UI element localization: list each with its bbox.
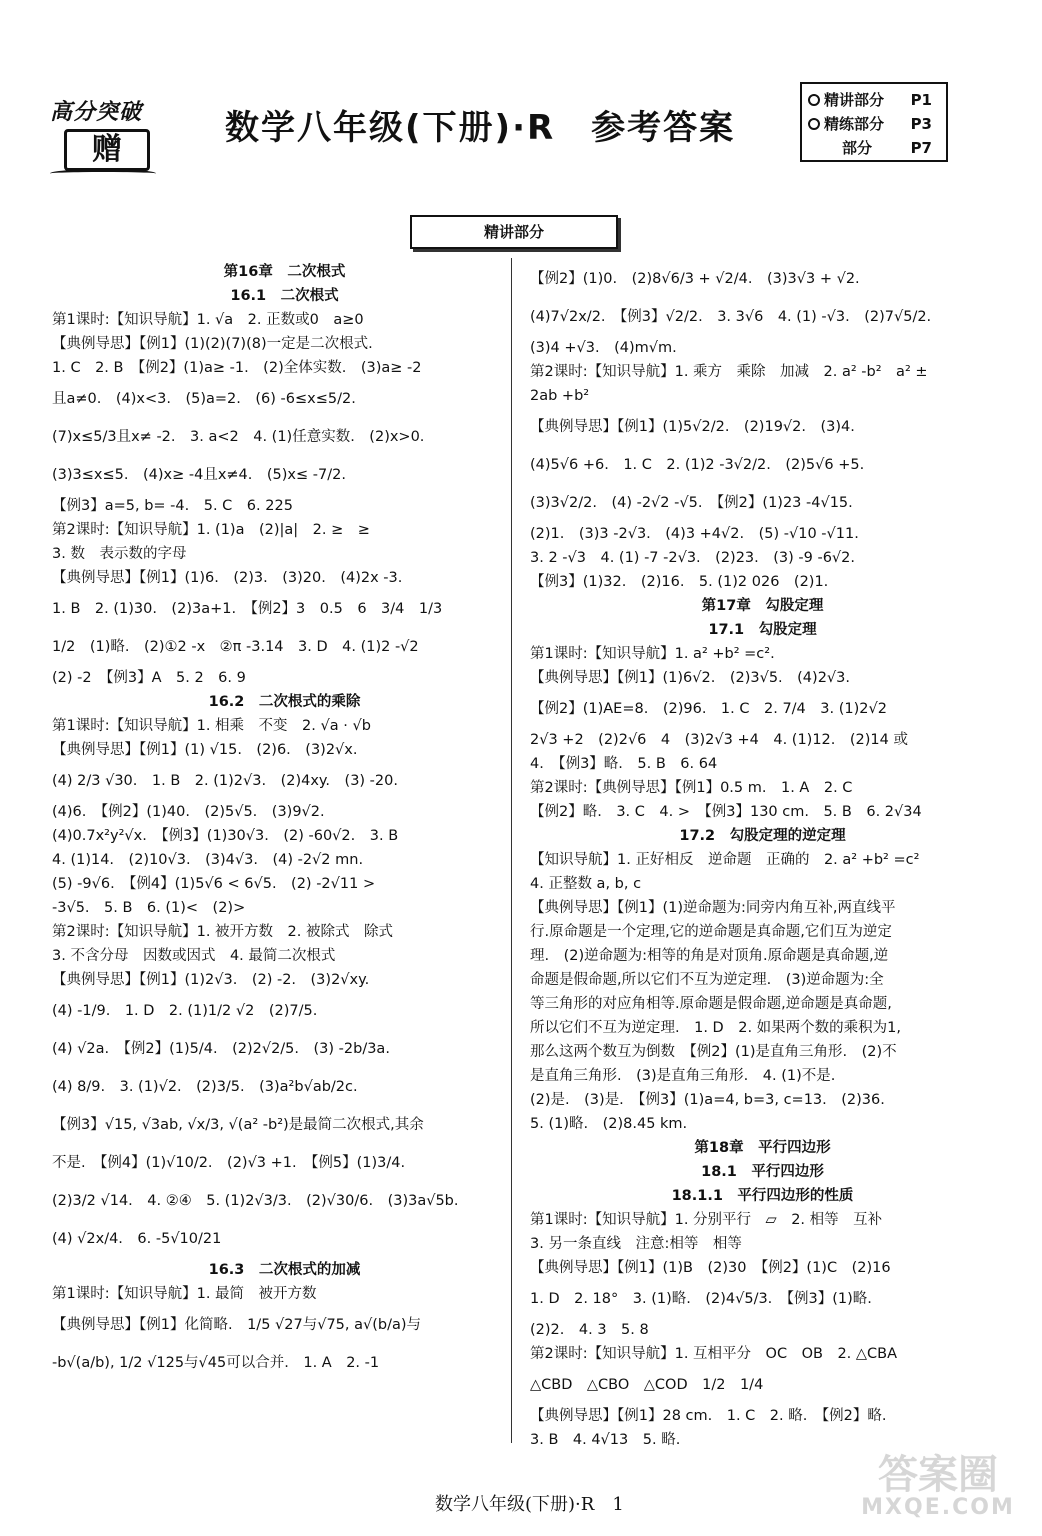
answer-line: 命题是假命题,所以它们不互为逆定理. (3)逆命题为:全 (530, 972, 884, 988)
section-heading: 精讲部分 (410, 215, 618, 249)
answer-line: 且a≠0. (4)x<3. (5)a=2. (6) -6≤x≤5/2. (52, 391, 356, 407)
answer-line: 5. (1)略. (2)8.45 km. (530, 1116, 688, 1132)
answer-line: -b√(a/b), 1/2 √125与√45可以合并. 1. A 2. -1 (52, 1355, 380, 1371)
answer-line: (4)6. 【例2】(1)40. (2)5√5. (3)9√2. (52, 804, 325, 820)
section-heading-line: 第16章 二次根式 (223, 264, 346, 280)
answer-line: 【典例导思】【例1】(1)B (2)30 【例2】(1)C (2)16 (530, 1260, 891, 1276)
answer-line: 4. 正整数 a, b, c (530, 876, 642, 892)
index-page: P3 (910, 115, 932, 133)
answer-line: 4. 【例3】略. 5. B 6. 64 (530, 756, 718, 772)
index-row-2 (808, 112, 940, 136)
answer-line: 3. 另一条直线 注意:相等 相等 (530, 1236, 742, 1252)
brand-logo (50, 95, 160, 175)
answer-line: 第2课时:【知识导航】1. (1)a (2)|a| 2. ≥ ≥ (52, 522, 370, 538)
answer-line: -3√5. 5. B 6. (1)< (2)> (52, 900, 246, 916)
answer-line: 1. B 2. (1)30. (2)3a+1. 【例2】3 0.5 6 3/4 1/3 (52, 601, 443, 617)
answer-line: 是直角三角形. (3)是直角三角形. 4. (1)不是. (530, 1068, 836, 1084)
answer-line: △CBD △CBO △COD 1/2 1/4 (530, 1377, 764, 1393)
answer-line: 【例3】(1)32. (2)16. 5. (1)2 026 (2)1. (530, 574, 829, 590)
answer-line: 第2课时:【知识导航】1. 互相平分 OC OB 2. △CBA (530, 1346, 898, 1362)
answer-line: 【知识导航】1. 正好相反 逆命题 正确的 2. a² +b² =c² (530, 852, 920, 868)
answer-line: 【典例导思】【例1】(1)逆命题为:同旁内角互补,两直线平 (530, 900, 896, 916)
answer-line: 第2课时:【知识导航】1. 被开方数 2. 被除式 除式 (52, 924, 393, 940)
answer-line: (2) -2 【例3】A 5. 2 6. 9 (52, 670, 246, 686)
answers-left-column (52, 260, 517, 1382)
answer-line: (4)7√2x/2. 【例3】√2/2. 3. 3√6 4. (1) -√3. (2)7√5/2. (530, 309, 932, 325)
section-index (800, 82, 948, 162)
page-title: 数学八年级(下册)·R 参考答案 (225, 108, 736, 148)
answer-line: 第1课时:【知识导航】1. 最简 被开方数 (52, 1286, 317, 1302)
watermark-text: 答案圈 (878, 1452, 998, 1498)
answer-line: 那么这两个数互为倒数 【例2】(1)是直角三角形. (2)不 (530, 1044, 897, 1060)
index-label: 精练部分 (824, 115, 885, 133)
section-heading-line: 16.3 二次根式的加减 (208, 1262, 361, 1278)
section-heading-line: 18.1 平行四边形 (701, 1164, 824, 1180)
page-footer: 数学八年级(下册)·R 1 (435, 1494, 624, 1515)
answer-line: (3)3≤x≤5. (4)x≥ -4且x≠4. (5)x≤ -7/2. (52, 467, 346, 483)
answer-line: (5) -9√6. 【例4】(1)5√6 < 6√5. (2) -2√11 > (52, 876, 376, 892)
circle-bullet-icon (808, 94, 820, 106)
column-divider (511, 258, 512, 1443)
answer-line: (4) 2/3 √30. 1. B 2. (1)2√3. (2)4xy. (3) -20. (52, 773, 398, 789)
answer-line: 行.原命题是一个定理,它的逆命题是真命题,它们互为逆定 (530, 924, 892, 940)
section-heading-line: 18.1.1 平行四边形的性质 (671, 1188, 854, 1204)
answer-line: (2)2. 4. 3 5. 8 (530, 1322, 649, 1338)
answer-line: 第1课时:【知识导航】1. 分别平行 ▱ 2. 相等 互补 (530, 1212, 883, 1228)
answer-line: 2ab +b² (530, 388, 590, 404)
brand-name: 高分突破 (50, 99, 143, 125)
answer-line: 【典例导思】【例1】(1)(2)(7)(8)一定是二次根式. (52, 336, 373, 352)
answer-line: 【典例导思】【例1】(1)5√2/2. (2)19√2. (3)4. (530, 419, 855, 435)
index-page: P1 (910, 91, 932, 109)
answer-line: (4) √2a. 【例2】(1)5/4. (2)2√2/5. (3) -2b/3a. (52, 1041, 390, 1057)
answer-line: 【典例导思】【例1】(1)6. (2)3. (3)20. (4)2x -3. (52, 570, 403, 586)
answer-line: 3. 不含分母 因数或因式 4. 最简二次根式 (52, 948, 336, 964)
answer-line: 所以它们不互为逆定理. 1. D 2. 如果两个数的乘积为1, (530, 1020, 901, 1036)
watermark-logo (848, 1452, 1028, 1527)
answer-line: 不是. 【例4】(1)√10/2. (2)√3 +1. 【例5】(1)3/4. (52, 1155, 406, 1171)
index-page: P7 (910, 139, 932, 157)
answer-line: (2)1. (3)3 -2√3. (4)3 +4√2. (5) -√10 -√11. (530, 526, 859, 542)
answer-line: 2√3 +2 (2)2√6 4 (3)2√3 +4 4. (1)12. (2)14 或 (530, 732, 908, 748)
watermark-url: MXQE.COM (861, 1495, 1015, 1520)
answer-line: 第1课时:【知识导航】1. 相乘 不变 2. √a · √b (52, 718, 371, 734)
answer-line: (3)4 +√3. (4)m√m. (530, 340, 677, 356)
answer-line: 第1课时:【知识导航】1. a² +b² =c². (530, 646, 775, 662)
answer-line: 【典例导思】【例1】(1)6√2. (2)3√5. (4)2√3. (530, 670, 850, 686)
section-heading-line: 16.2 二次根式的乘除 (208, 694, 361, 710)
index-label: 部分 (842, 139, 873, 157)
section-heading-line: 第18章 平行四边形 (694, 1140, 831, 1156)
answer-line: (4) 8/9. 3. (1)√2. (2)3/5. (3)a²b√ab/2c. (52, 1079, 358, 1095)
answer-line: (4) √2x/4. 6. -5√10/21 (52, 1231, 222, 1247)
answer-line: 【例3】a=5, b= -4. 5. C 6. 225 (52, 498, 293, 514)
answer-line: (4)0.7x²y²√x. 【例3】(1)30√3. (2) -60√2. 3. B (52, 828, 399, 844)
logo-underline (50, 169, 156, 178)
answer-line: 【例3】√15, √3ab, √x/3, √(a² -b²)是最简二次根式,其余 (52, 1117, 424, 1133)
answer-line: (4) -1/9. 1. D 2. (1)1/2 √2 (2)7/5. (52, 1003, 318, 1019)
answer-line: 3. B 4. 4√13 5. 略. (530, 1432, 681, 1448)
gift-badge: 赠 (64, 129, 150, 171)
answer-line: (3)3√2/2. (4) -2√2 -√5. 【例2】(1)23 -4√15. (530, 495, 853, 511)
answer-line: (4)5√6 +6. 1. C 2. (1)2 -3√2/2. (2)5√6 +5. (530, 457, 865, 473)
index-label: 精讲部分 (824, 91, 885, 109)
answer-line: 3. 数 表示数的字母 (52, 546, 187, 562)
answer-line: 1. C 2. B 【例2】(1)a≥ -1. (2)全体实数. (3)a≥ -2 (52, 360, 422, 376)
answer-line: (2)3/2 √14. 4. ②④ 5. (1)2√3/3. (2)√30/6. (3)3a√5b. (52, 1193, 459, 1209)
answer-line: 1. D 2. 18° 3. (1)略. (2)4√5/3. 【例3】(1)略. (530, 1291, 872, 1307)
answer-line: (7)x≤5/3且x≠ -2. 3. a<2 4. (1)任意实数. (2)x>0. (52, 429, 425, 445)
answer-line: 等三角形的对应角相等.原命题是假命题,逆命题是真命题, (530, 996, 892, 1012)
answer-line: 理. (2)逆命题为:相等的角是对顶角.原命题是真命题,逆 (530, 948, 889, 964)
answers-right-column (530, 260, 995, 1452)
answer-line: 4. (1)14. (2)10√3. (3)4√3. (4) -2√2 mn. (52, 852, 364, 868)
answer-line: 【例2】略. 3. C 4. > 【例3】130 cm. 5. B 6. 2√34 (530, 804, 922, 820)
answer-line: 3. 2 -√3 4. (1) -7 -2√3. (2)23. (3) -9 -6√2. (530, 550, 856, 566)
answer-line: 【例2】(1)0. (2)8√6/3 + √2/4. (3)3√3 + √2. (530, 271, 860, 287)
answer-line: 【典例导思】【例1】28 cm. 1. C 2. 略. 【例2】略. (530, 1408, 887, 1424)
section-heading-line: 17.2 勾股定理的逆定理 (679, 828, 846, 844)
answer-line: 【典例导思】【例1】(1)2√3. (2) -2. (3)2√xy. (52, 972, 370, 988)
section-heading-line: 16.1 二次根式 (230, 288, 339, 304)
section-heading-line: 第17章 勾股定理 (701, 598, 824, 614)
answer-line: 【典例导思】【例1】化简略. 1/5 √27与√75, a√(b/a)与 (52, 1317, 422, 1333)
answer-line: 【典例导思】【例1】(1) √15. (2)6. (3)2√x. (52, 742, 358, 758)
section-heading-line: 17.1 勾股定理 (708, 622, 817, 638)
answer-line: 第1课时:【知识导航】1. √a 2. 正数或0 a≥0 (52, 312, 364, 328)
answer-line: 【例2】(1)AE=8. (2)96. 1. C 2. 7/4 3. (1)2√2 (530, 701, 887, 717)
circle-bullet-icon (808, 118, 820, 130)
answer-line: 第2课时:【知识导航】1. 乘方 乘除 加减 2. a² -b² a² ± (530, 364, 928, 380)
index-row-3 (808, 136, 940, 160)
answer-line: (2)是. (3)是. 【例3】(1)a=4, b=3, c=13. (2)36. (530, 1092, 885, 1108)
answer-line: 第2课时:【典例导思】【例1】0.5 m. 1. A 2. C (530, 780, 853, 796)
answer-line: 1/2 (1)略. (2)①2 -x ②π -3.14 3. D 4. (1)2 -√2 (52, 639, 419, 655)
index-row-1 (808, 88, 940, 112)
